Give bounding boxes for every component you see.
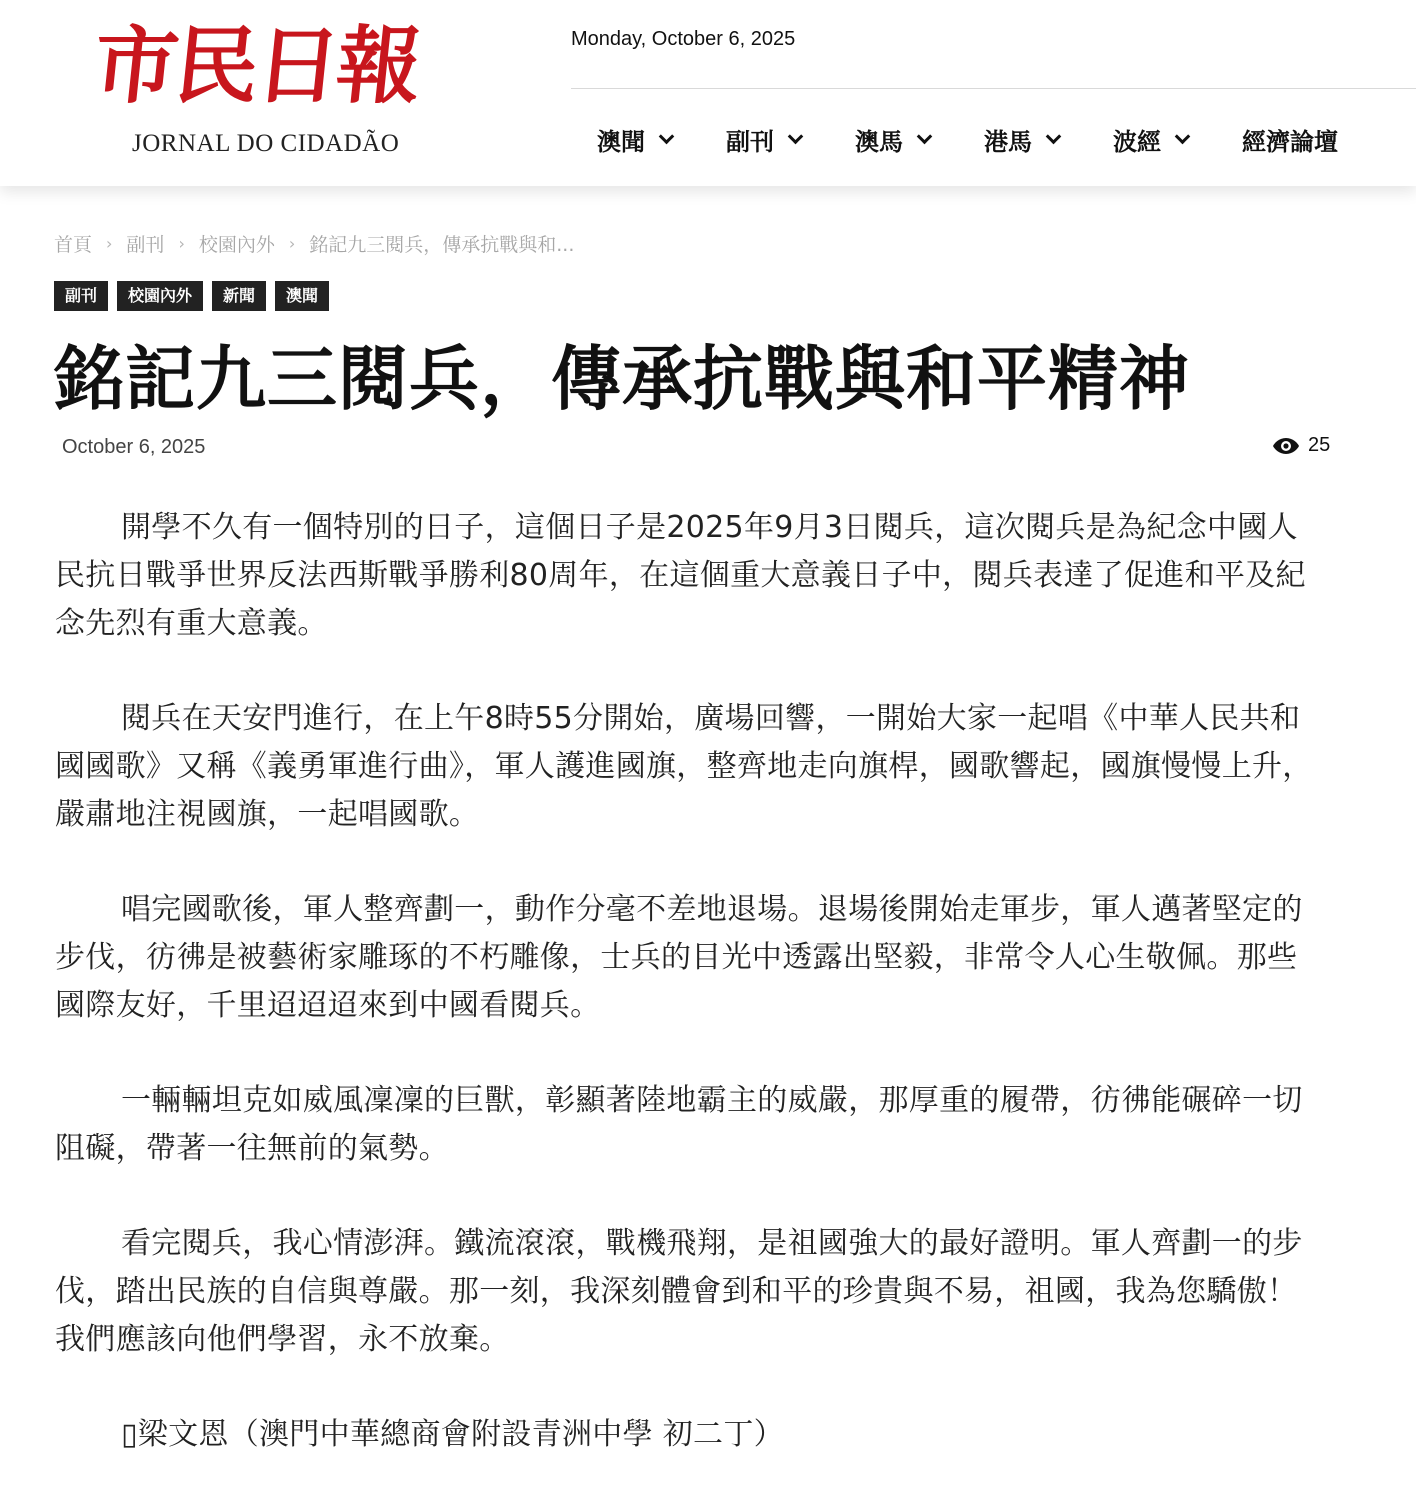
tag-supplement[interactable]: 副刊 [54,281,108,311]
article-title: 銘記九三閱兵，傳承抗戰與和平精神 [54,338,1190,420]
header-divider [571,88,1416,89]
site-header [0,0,1416,186]
nav-item-football[interactable] [1113,122,1188,157]
tag-news[interactable]: 新聞 [212,281,266,311]
main-nav [597,118,1338,160]
breadcrumb-current: 銘記九三閱兵，傳承抗戰與和... [309,234,575,256]
article-paragraph: 看完閱兵，我心情澎湃。鐵流滾滾，戰機飛翔，是祖國強大的最好證明。軍人齊劃一的步伐，踏出民族的自信與尊嚴。那一刻，我深刻體會到和平的珍貴與不易，祖國，我為您驕傲！我們應該向他們學習，永不放棄。 [55,1226,1303,1357]
article-paragraph: 閱兵在天安門進行，在上午8時55分開始，廣場回響，一開始大家一起唱《中華人民共和國國歌》又稱《義勇軍進行曲》，軍人護進國旗，整齊地走向旗桿，國歌響起，國旗慢慢上升，嚴肅地注視國旗，一起唱國歌。 [55,701,1313,832]
article-author: ▯梁文恩（澳門中華總商會附設青洲中學 初二丁） [121,1417,784,1452]
article-paragraph: 唱完國歌後，軍人整齊劃一，動作分毫不差地退場。退場後開始走軍步，軍人邁著堅定的步伐，彷彿是被藝術家雕琢的不朽雕像，士兵的目光中透露出堅毅，非常令人心生敬佩。那些國際友好，千里迢迢迢來到中國看閱兵。 [55,892,1303,1023]
nav-item-hk-racing[interactable] [984,122,1059,157]
nav-item-label: 經濟論壇 [1242,127,1338,156]
nav-item-label: 澳馬 [855,127,903,156]
nav-item-label: 副刊 [726,127,774,156]
logo-subtitle: JORNAL DO CIDADÃO [132,130,400,157]
eye-icon [1272,437,1300,455]
tag-campus[interactable]: 校園內外 [117,281,203,311]
logo-text: 市民日報 [88,16,424,115]
breadcrumb-campus[interactable]: 校園內外 [198,234,275,256]
nav-item-macau-news[interactable] [597,122,672,157]
chevron-right-icon: › [106,234,113,253]
site-logo[interactable] [88,14,454,164]
nav-item-macau-racing[interactable] [855,122,930,157]
breadcrumb [54,230,574,257]
chevron-down-icon [1175,128,1191,144]
breadcrumb-home[interactable]: 首頁 [54,234,93,256]
nav-item-label: 澳聞 [597,127,645,156]
article-paragraph: 開學不久有一個特別的日子，這個日子是2025年9月3日閱兵，這次閱兵是為紀念中國人民抗日戰爭世界反法西斯戰爭勝利80周年，在這個重大意義日子中，閱兵表達了促進和平及紀念先烈有重大意義。 [55,510,1306,641]
nav-item-economic-forum[interactable] [1242,122,1338,157]
breadcrumb-supplement[interactable]: 副刊 [126,234,165,256]
view-count [1272,434,1330,457]
article-paragraph: 一輛輛坦克如威風凜凜的巨獸，彰顯著陸地霸主的威嚴，那厚重的履帶，彷彿能碾碎一切阻礙，帶著一往無前的氣勢。 [55,1083,1303,1166]
header-date: Monday, October 6, 2025 [571,28,796,50]
nav-item-label: 港馬 [984,127,1032,156]
category-tags [54,281,338,311]
article-body [55,504,1325,1459]
post-date: October 6, 2025 [62,436,206,458]
nav-item-supplement[interactable] [726,122,801,157]
chevron-down-icon [1046,128,1062,144]
nav-item-label: 波經 [1113,127,1161,156]
chevron-right-icon: › [178,234,185,253]
tag-macau-news[interactable]: 澳聞 [275,281,329,311]
chevron-down-icon [917,128,933,144]
chevron-down-icon [788,128,804,144]
chevron-down-icon [659,128,675,144]
view-count-value: 25 [1308,434,1331,456]
chevron-right-icon: › [288,234,296,253]
